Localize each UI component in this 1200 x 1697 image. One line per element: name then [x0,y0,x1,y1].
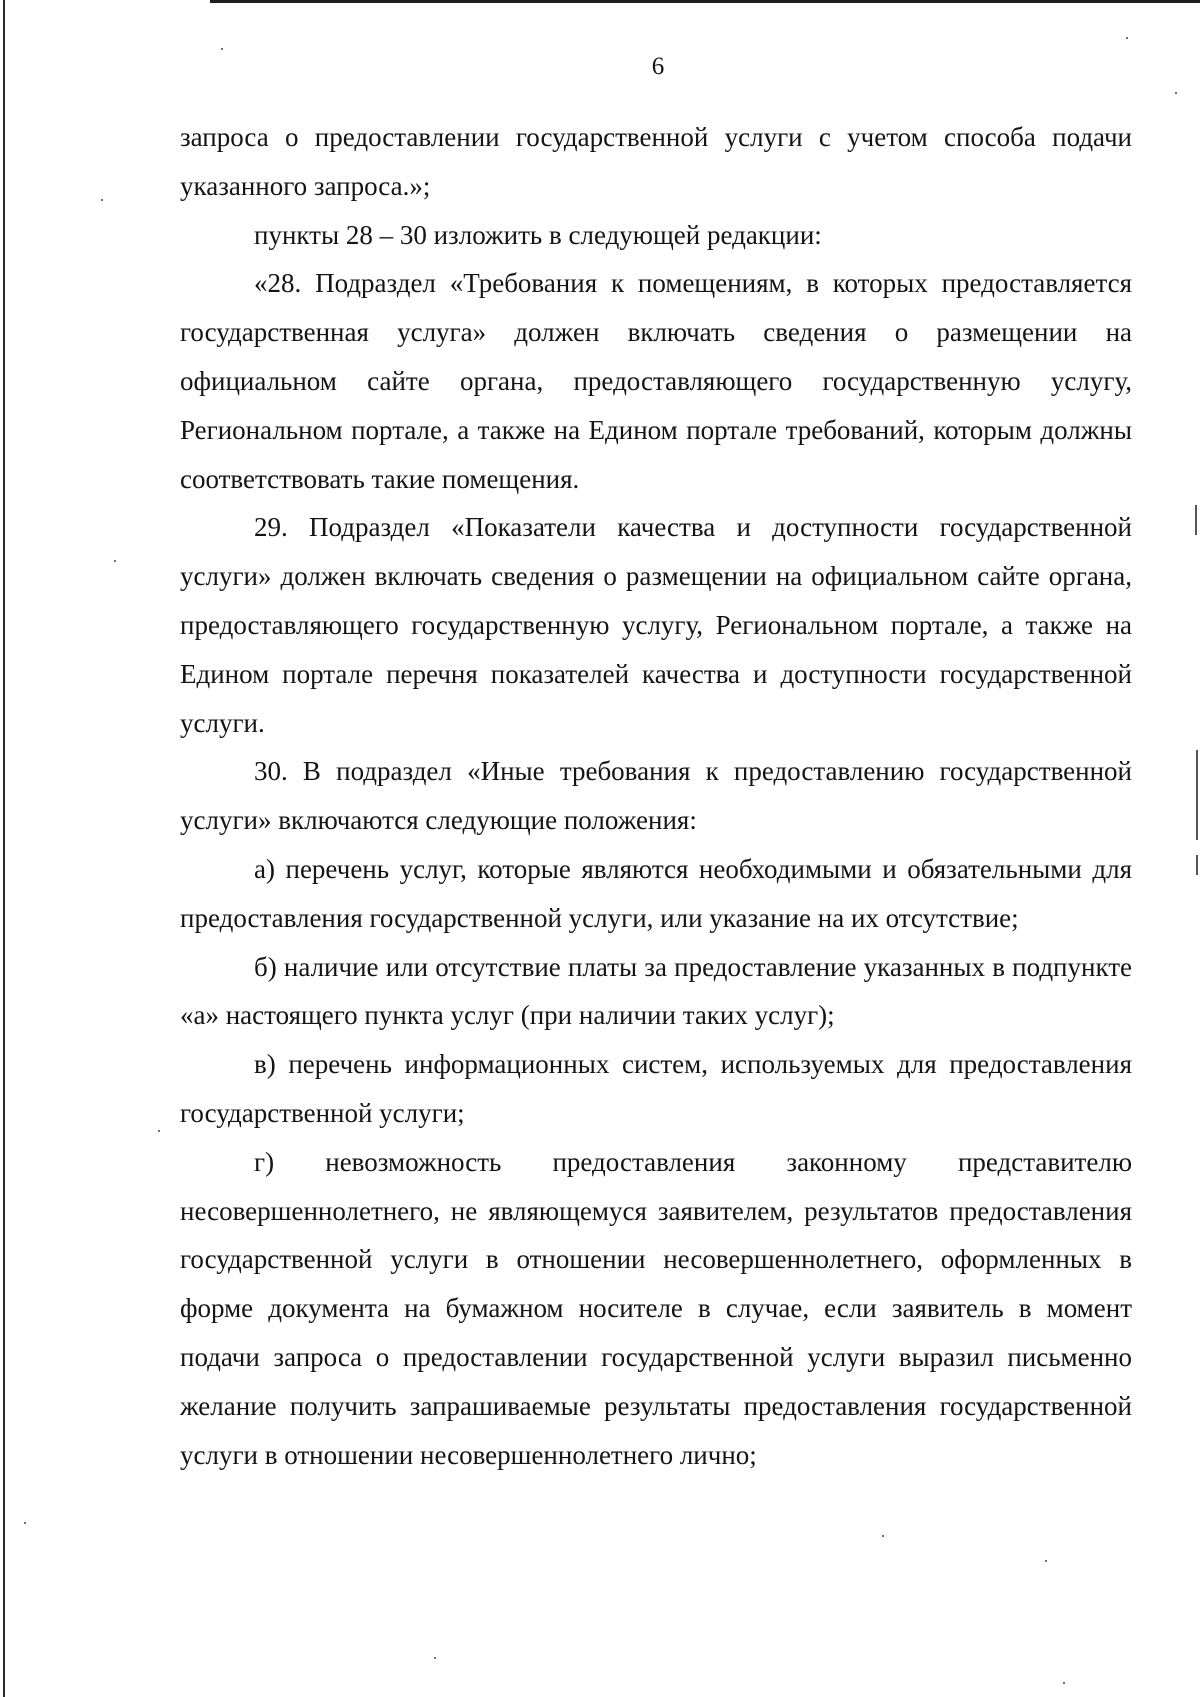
page-number: 6 [651,53,665,80]
scan-mark [1196,855,1198,875]
scan-speck [1063,1682,1065,1684]
paragraph-item-30: 30. В подраздел «Иные требования к предоставлению государственной услуги» включаются следующие положения: [180,756,1132,836]
scan-mark [1195,505,1197,535]
scan-speck [114,560,116,562]
scan-speck [1126,37,1128,39]
scan-edge-top [210,0,1200,3]
scan-speck [158,1130,160,1132]
scan-speck [221,48,223,50]
paragraph-amendment-intro: пункты 28 – 30 изложить в следующей редакции: [254,219,822,250]
document-body [180,113,1132,1479]
scan-mark [1196,750,1198,840]
scan-speck [1175,92,1177,94]
scan-speck [24,1522,26,1524]
paragraph-continuation: запроса о предоставлении государственной услуги с учетом способа подачи указанного запроса.»; [180,122,1132,201]
paragraph-item-29: 29. Подраздел «Показатели качества и доступности государственной услуги» должен включать сведения о размещении на официальном сайте органа, предоставляющего государственную услугу, Региональном портале, а также на Едином портале перечня показателей качества и доступности государственной услуги. [180,512,1132,738]
paragraph-subitem-b: б) наличие или отсутствие платы за предоставление указанных в подпункте «а» настоящего пункта услуг (при наличии таких услуг); [180,951,1132,1031]
paragraph-item-28: «28. Подраздел «Требования к помещениям, в которых предоставляется государственная услуга» должен включать сведения о размещении на официальном сайте органа, предоставляющего государственную услугу, Региональном портале, а также на Едином портале требований, которым должны соответствовать такие помещения. [180,268,1132,494]
scan-speck [101,199,103,201]
scan-edge-left [3,0,5,1697]
paragraph-subitem-g: г) невозможность предоставления законному представителю несовершеннолетнего, не являющемуся заявителем, результатов предоставления государственной услуги в отношении несовершеннолетнего, оформленных в форме документа на бумажном носителе в случае, если заявитель в момент подачи запроса о предоставлении государственной услуги выразил письменно желание получить запрашиваемые результаты предоставления государственной услуги в отношении несовершеннолетнего лично; [180,1146,1132,1470]
scan-speck [434,1657,436,1659]
scan-speck [1045,1560,1047,1562]
paragraph-subitem-v: в) перечень информационных систем, используемых для предоставления государственной услуги; [180,1049,1132,1128]
paragraph-subitem-a: а) перечень услуг, которые являются необходимыми и обязательными для предоставления государственной услуги, или указание на их отсутствие; [180,853,1132,933]
scan-speck [882,1535,884,1537]
